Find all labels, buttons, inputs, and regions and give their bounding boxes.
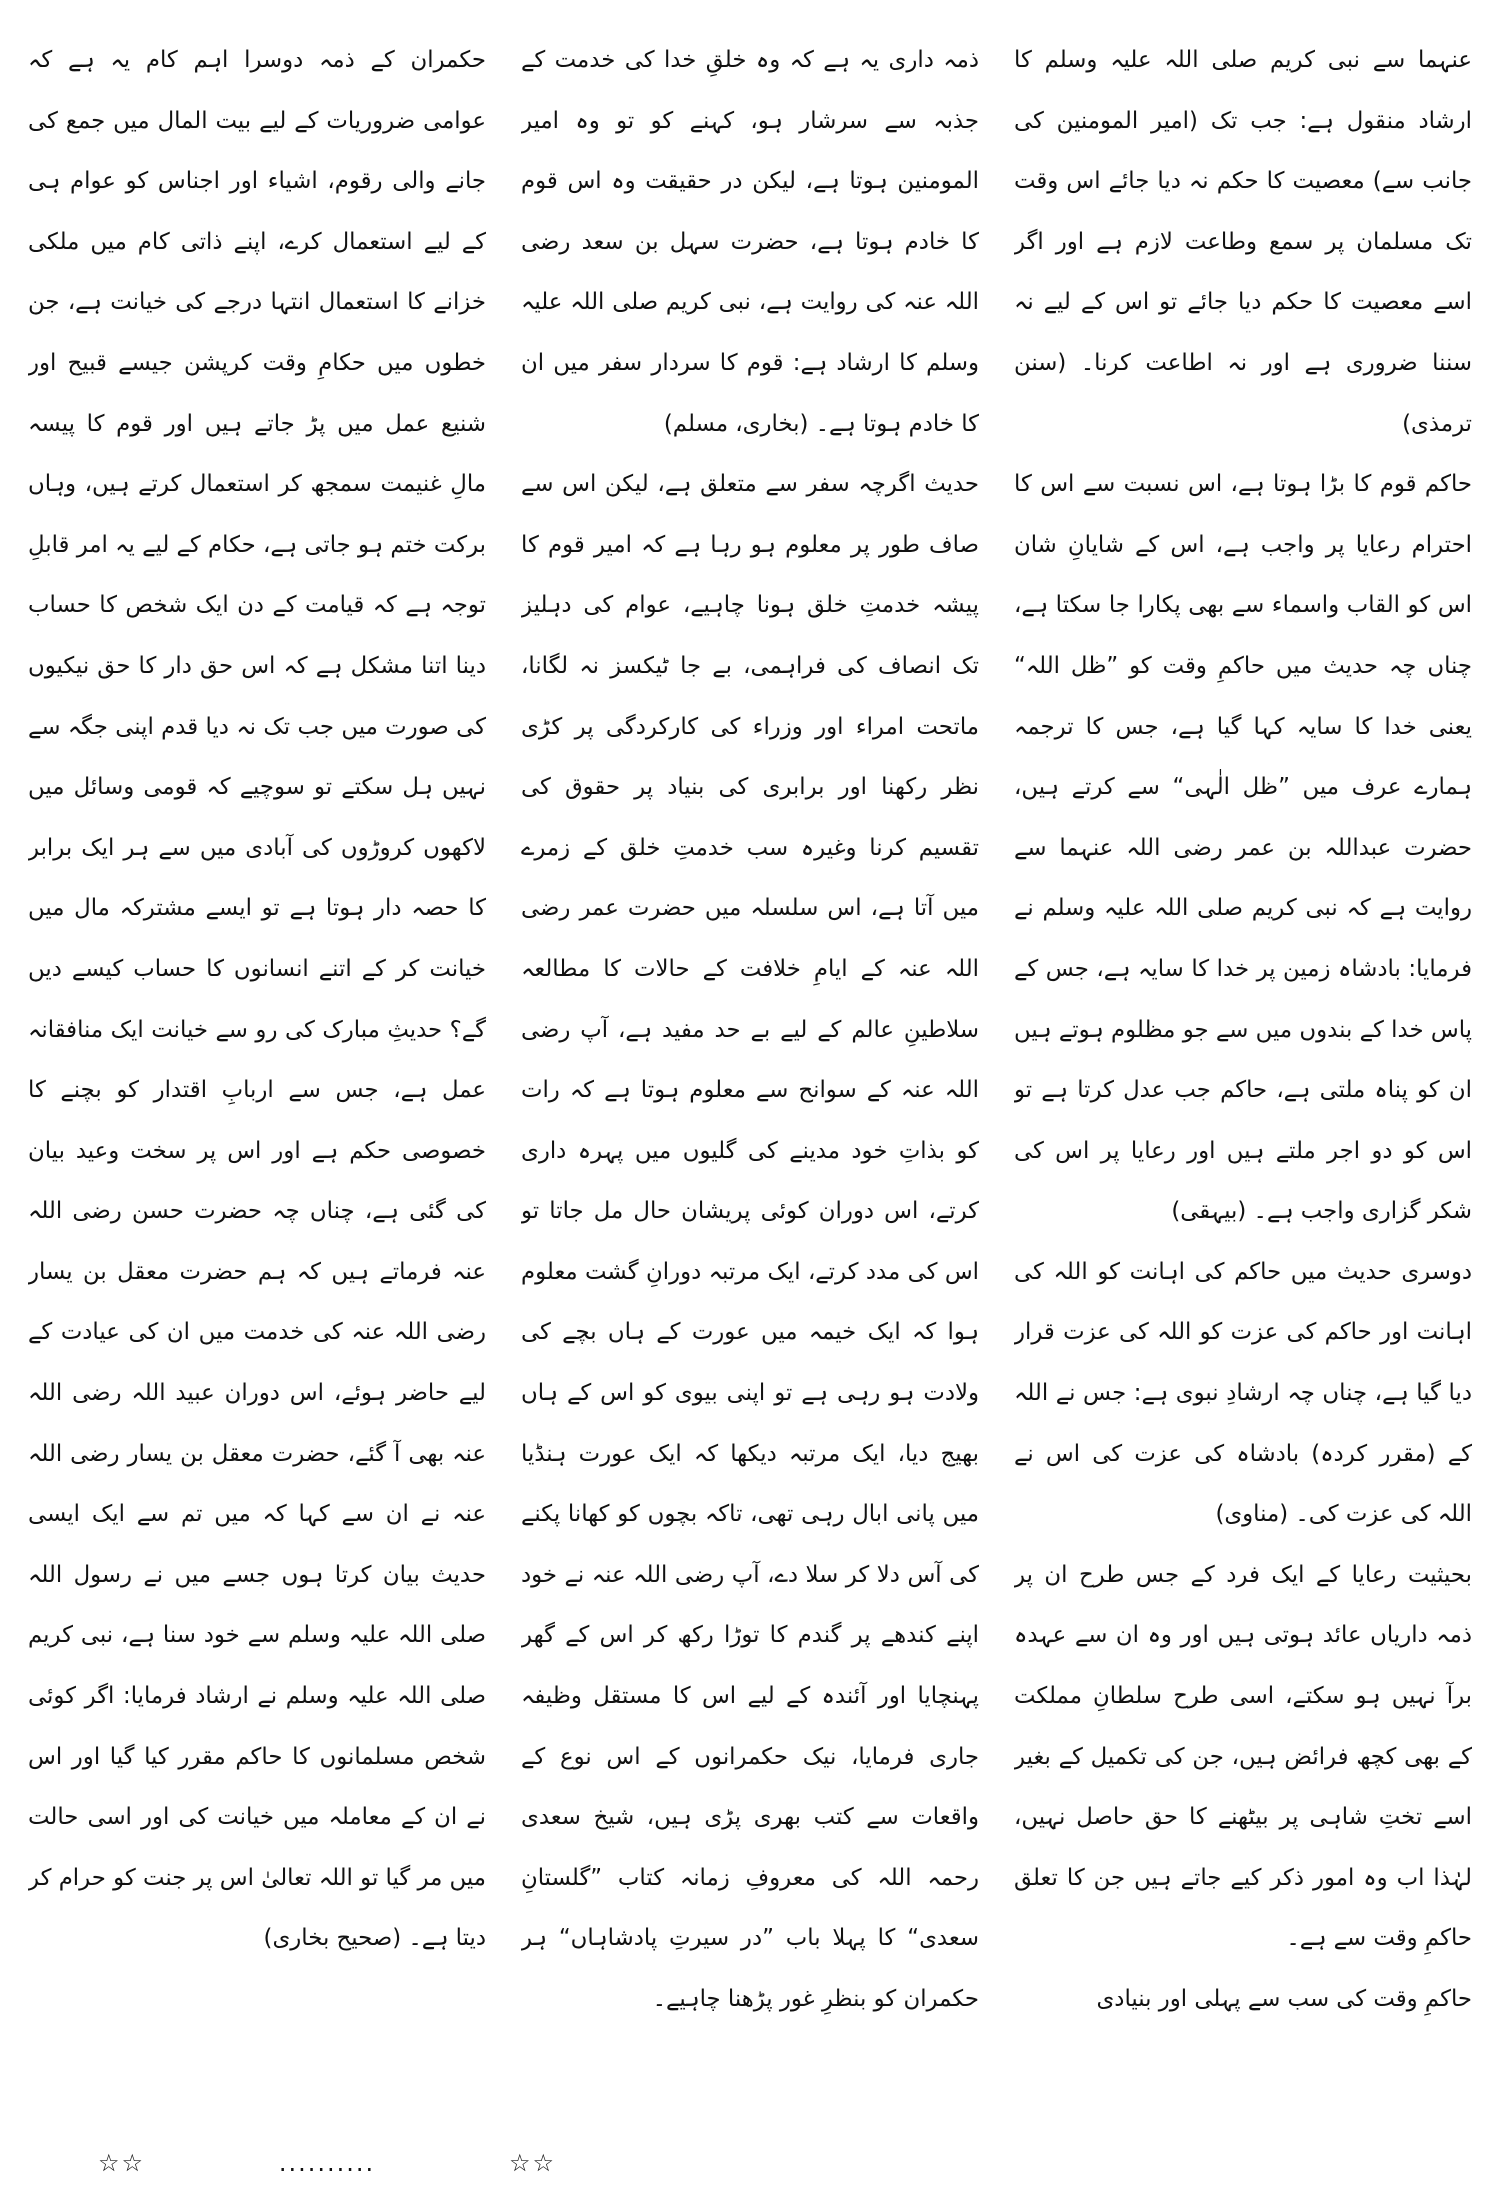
paragraph: عنہما سے نبی کریم صلی اللہ علیہ وسلم کا ارشاد منقول ہے: جب تک (امیر المومنین کی جانب سے) معصیت کا حکم نہ دیا جائے اس وقت تک مسلمان پر سمع وطاعت لازم ہے اور اگر اسے معصیت کا حکم دیا جائے تو اس کے لیے نہ سننا ضروری ہے اور نہ اطاعت کرنا۔ (سنن ترمذی) [1014, 47, 1472, 437]
dot-separator: .......... [278, 2149, 376, 2177]
star-ornament-right: ☆☆ [508, 2149, 556, 2177]
paragraph: ذمہ داری یہ ہے کہ وہ خلقِ خدا کی خدمت کے جذبہ سے سرشار ہو، کہنے کو تو وہ امیر المومنین ہوتا ہے، لیکن در حقیقت وہ اس قوم کا خادم ہوتا ہے، حضرت سہل بن سعد رضی اللہ عنہ کی روایت ہے، نبی کریم صلی اللہ علیہ وسلم کا ارشاد ہے: قوم کا سردار سفر میں ان کا خادم ہوتا ہے۔ (بخاری، مسلم) [521, 47, 979, 437]
column-middle [521, 30, 979, 2120]
page-footer [0, 2126, 1500, 2200]
paragraph: حاکم قوم کا بڑا ہوتا ہے، اس نسبت سے اس کا احترام رعایا پر واجب ہے، اس کے شایانِ شان اس کو القاب واسماء سے بھی پکارا جا سکتا ہے، چناں چہ حدیث میں حاکمِ وقت کو ”ظل اللہ“ یعنی خدا کا سایہ کہا گیا ہے، جس کا ترجمہ ہمارے عرف میں ”ظل الٰہی“ سے کرتے ہیں، حضرت عبداللہ بن عمر رضی اللہ عنہما سے روایت ہے کہ نبی کریم صلی اللہ علیہ وسلم نے فرمایا: بادشاہ زمین پر خدا کا سایہ ہے، جس کے پاس خدا کے بندوں میں سے جو مظلوم ہوتے ہیں ان کو پناہ ملتی ہے، حاکم جب عدل کرتا ہے تو اس کو دو اجر ملتے ہیں اور رعایا پر اس کی شکر گزاری واجب ہے۔ (بیہقی) [1014, 471, 1472, 1225]
footer-ornament [98, 2149, 556, 2177]
column-right [1014, 30, 1472, 2120]
paragraph: حکمران کے ذمہ دوسرا اہم کام یہ ہے کہ عوامی ضروریات کے لیے بیت المال میں جمع کی جانے والی رقوم، اشیاء اور اجناس کو عوام ہی کے لیے استعمال کرے، اپنے ذاتی کام میں ملکی خزانے کا استعمال انتہا درجے کی خیانت ہے، جن خطوں میں حکامِ وقت کرپشن جیسے قبیح اور شنیع عمل میں پڑ جاتے ہیں اور قوم کا پیسہ مالِ غنیمت سمجھ کر استعمال کرتے ہیں، وہاں برکت ختم ہو جاتی ہے، حکام کے لیے یہ امر قابلِ توجہ ہے کہ قیامت کے دن ایک شخص کا حساب دینا اتنا مشکل ہے کہ اس حق دار کا حق نیکیوں کی صورت میں جب تک نہ دیا قدم اپنی جگہ سے نہیں ہل سکتے تو سوچیے کہ قومی وسائل میں لاکھوں کروڑوں کی آبادی میں سے ہر ایک برابر کا حصہ دار ہوتا ہے تو ایسے مشترکہ مال میں خیانت کر کے اتنے انسانوں کا حساب کیسے دیں گے؟ حدیثِ مبارک کی رو سے خیانت ایک منافقانہ عمل ہے، جس سے اربابِ اقتدار کو بچنے کا خصوصی حکم ہے اور اس پر سخت وعید بیان کی گئی ہے، چناں چہ حضرت حسن رضی اللہ عنہ فرماتے ہیں کہ ہم حضرت معقل بن یسار رضی اللہ عنہ کی خدمت میں ان کی عیادت کے لیے حاضر ہوئے، اس دوران عبید اللہ رضی اللہ عنہ بھی آ گئے، حضرت معقل بن یسار رضی اللہ عنہ نے ان سے کہا کہ میں تم سے ایک ایسی حدیث بیان کرتا ہوں جسے میں نے رسول اللہ صلی اللہ علیہ وسلم سے خود سنا ہے، نبی کریم صلی اللہ علیہ وسلم نے ارشاد فرمایا: اگر کوئی شخص مسلمانوں کا حاکم مقرر کیا گیا اور اس نے ان کے معاملہ میں خیانت کی اور اسی حالت میں مر گیا تو اللہ تعالیٰ اس پر جنت کو حرام کر دیتا ہے۔ (صحیح بخاری) [28, 47, 486, 1952]
article-columns [28, 30, 1472, 2120]
paragraph: حاکمِ وقت کی سب سے پہلی اور بنیادی [1096, 1986, 1472, 2012]
paragraph: حدیث اگرچہ سفر سے متعلق ہے، لیکن اس سے صاف طور پر معلوم ہو رہا ہے کہ امیر قوم کا پیشہ خدمتِ خلق ہونا چاہیے، عوام کی دہلیز تک انصاف کی فراہمی، بے جا ٹیکسز نہ لگانا، ماتحت امراء اور وزراء کی کارکردگی پر کڑی نظر رکھنا اور برابری کی بنیاد پر حقوق کی تقسیم کرنا وغیرہ سب خدمتِ خلق کے زمرے میں آتا ہے، اس سلسلہ میں حضرت عمر رضی اللہ عنہ کے ایامِ خلافت کے حالات کا مطالعہ سلاطینِ عالم کے لیے بے حد مفید ہے، آپ رضی اللہ عنہ کے سوانح سے معلوم ہوتا ہے کہ رات کو بذاتِ خود مدینے کی گلیوں میں پہرہ داری کرتے، اس دوران کوئی پریشان حال مل جاتا تو اس کی مدد کرتے، ایک مرتبہ دورانِ گشت معلوم ہوا کہ ایک خیمہ میں عورت کے ہاں بچے کی ولادت ہو رہی ہے تو اپنی بیوی کو اس کے ہاں بھیج دیا، ایک مرتبہ دیکھا کہ ایک عورت ہنڈیا میں پانی ابال رہی تھی، تاکہ بچوں کو کھانا پکنے کی آس دلا کر سلا دے، آپ رضی اللہ عنہ نے خود اپنے کندھے پر گندم کا توڑا رکھ کر اس کے گھر پہنچایا اور آئندہ کے لیے اس کا مستقل وظیفہ جاری فرمایا، نیک حکمرانوں کے اس نوع کے واقعات سے کتب بھری پڑی ہیں، شیخ سعدی رحمہ اللہ کی معروفِ زمانہ کتاب ”گلستانِ سعدی“ کا پہلا باب ”در سیرتِ پادشاہاں“ ہر حکمران کو بنظرِ غور پڑھنا چاہیے۔ [521, 471, 979, 2012]
column-left [28, 30, 486, 2120]
star-ornament-left: ☆☆ [98, 2149, 146, 2177]
paragraph: دوسری حدیث میں حاکم کی اہانت کو اللہ کی اہانت اور حاکم کی عزت کو اللہ کی عزت قرار دیا گیا ہے، چناں چہ ارشادِ نبوی ہے: جس نے اللہ کے (مقرر کردہ) بادشاہ کی عزت کی اس نے اللہ کی عزت کی۔ (مناوی) [1014, 1258, 1472, 1528]
paragraph: بحیثیت رعایا کے ایک فرد کے جس طرح ان پر ذمہ داریاں عائد ہوتی ہیں اور وہ ان سے عہدہ برآ نہیں ہو سکتے، اسی طرح سلطانِ مملکت کے بھی کچھ فرائض ہیں، جن کی تکمیل کے بغیر اسے تختِ شاہی پر بیٹھنے کا حق حاصل نہیں، لہٰذا اب وہ امور ذکر کیے جاتے ہیں جن کا تعلق حاکمِ وقت سے ہے۔ [1014, 1561, 1472, 1952]
